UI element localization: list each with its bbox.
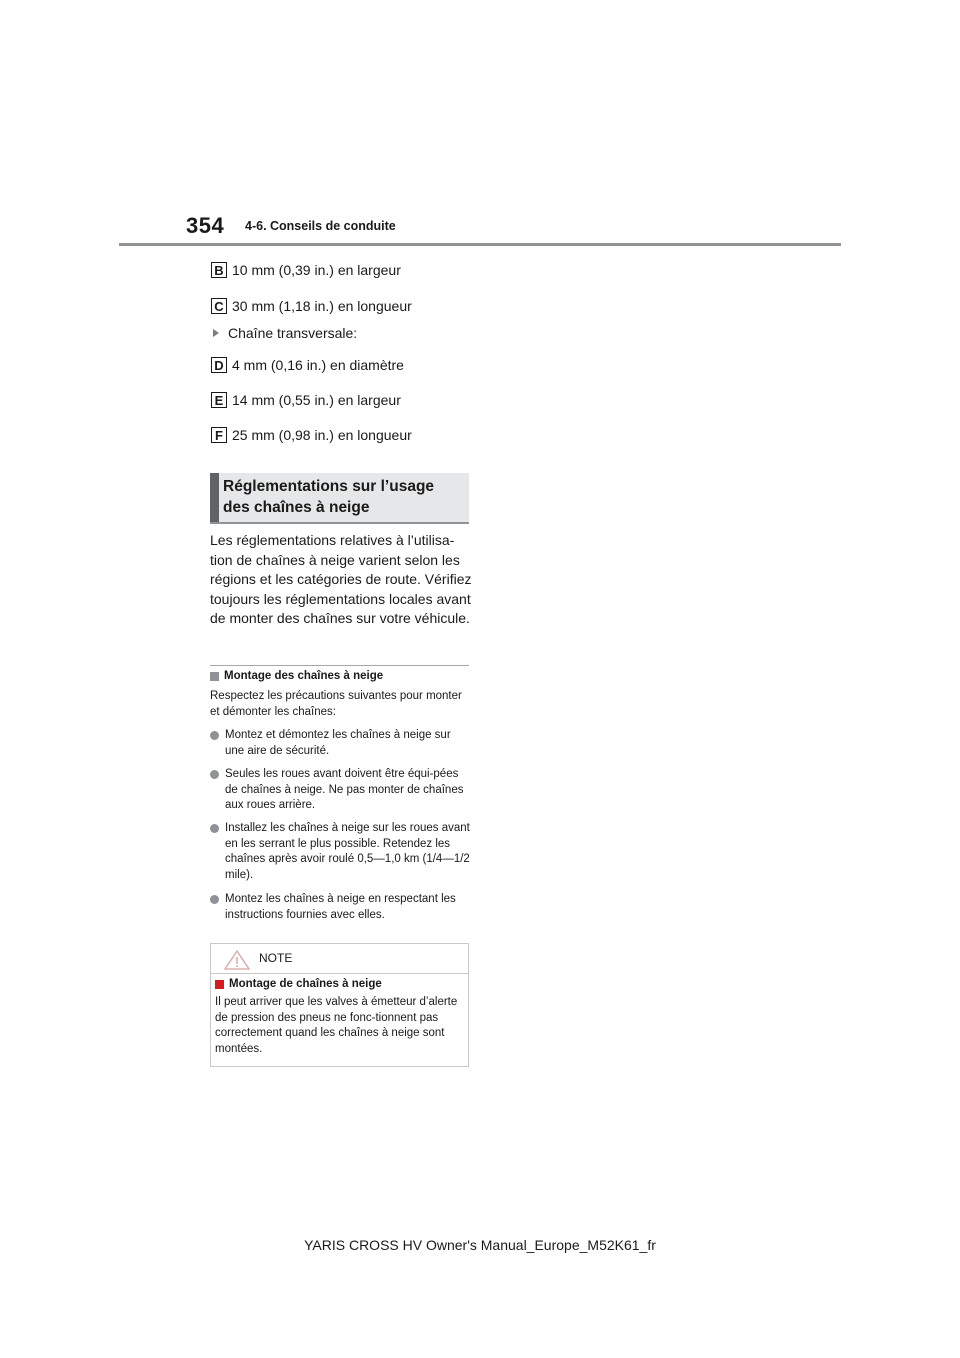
spec-row-e (211, 390, 401, 410)
letter-f-icon: F (211, 427, 227, 443)
cross-chain-label: Chaîne transversale: (228, 325, 358, 341)
list-item-text: Installez les chaînes à neige sur les roues avant en les serrant le plus possible. Retendez les chaînes après avoir roulé 0,5—1,0 km (1/4—1/2 mile). (225, 822, 470, 881)
triangle-bullet-icon (213, 329, 219, 337)
list-item-text: Montez et démontez les chaînes à neige sur une aire de sécurité. (225, 729, 451, 757)
letter-d-icon: D (211, 357, 227, 373)
list-item-text: Seules les roues avant doivent être équi-pées de chaînes à neige. Ne pas monter de chaînes aux roues arrière. (225, 768, 464, 811)
spec-text: 4 mm (0,16 in.) en diamètre (232, 357, 404, 373)
spec-text: 14 mm (0,55 in.) en largeur (232, 392, 401, 408)
note-label: NOTE (259, 951, 293, 965)
letter-c-icon: C (211, 298, 227, 314)
spec-text: 25 mm (0,98 in.) en longueur (232, 427, 412, 443)
spec-row-f (211, 425, 412, 445)
list-item (210, 767, 472, 814)
section-divider (210, 665, 469, 666)
cross-chain-item (213, 323, 357, 343)
regulations-heading (210, 473, 469, 524)
heading-accent-bar (210, 473, 219, 522)
mounting-heading (210, 670, 383, 682)
mounting-intro: Respectez les précautions suivantes pour monter et démonter les chaînes: (210, 690, 462, 718)
red-square-bullet-icon (215, 980, 224, 989)
note-text: Il peut arriver que les valves à émetteur d’alerte de pression des pneus ne fonc-tionnent pas correctement quand les chaînes à neige sont montées. (215, 996, 458, 1055)
footer-manual-id: YARIS CROSS HV Owner's Manual_Europe_M52K61_fr (304, 1237, 656, 1253)
list-item-text: Montez les chaînes à neige en respectant les instructions fournies avec elles. (225, 893, 456, 921)
heading-line-1: Réglementations sur l’usage (223, 478, 435, 495)
circle-bullet-icon (210, 770, 219, 779)
list-item (210, 728, 472, 759)
heading-line-2: des chaînes à neige (223, 499, 370, 516)
spec-row-d (211, 355, 404, 375)
spec-row-c (211, 296, 412, 316)
spec-row-b (211, 260, 401, 280)
page-number: 354 (186, 213, 225, 238)
warning-triangle-icon (224, 950, 250, 970)
mounting-title: Montage des chaînes à neige (224, 670, 384, 682)
circle-bullet-icon (210, 824, 219, 833)
header-divider (119, 243, 841, 246)
circle-bullet-icon (210, 731, 219, 740)
note-box (210, 943, 469, 1067)
spec-text: 30 mm (1,18 in.) en longueur (232, 298, 412, 314)
note-title: Montage de chaînes à neige (229, 978, 382, 990)
section-title: 4-6. Conseils de conduite (245, 219, 396, 233)
spec-text: 10 mm (0,39 in.) en largeur (232, 262, 401, 278)
circle-bullet-icon (210, 895, 219, 904)
list-item (210, 821, 472, 883)
heading-text (223, 476, 463, 518)
letter-b-icon: B (211, 262, 227, 278)
list-item (210, 892, 472, 923)
note-heading (215, 978, 382, 990)
note-divider (211, 973, 468, 974)
regulations-body: Les réglementations relatives à l’utilisa-tion de chaînes à neige varient selon les régions et les catégories de route. Vérifiez toujours les réglementations locales avant de monter des chaînes sur votre véhicule. (210, 532, 472, 626)
square-bullet-icon (210, 672, 219, 681)
letter-e-icon: E (211, 392, 227, 408)
